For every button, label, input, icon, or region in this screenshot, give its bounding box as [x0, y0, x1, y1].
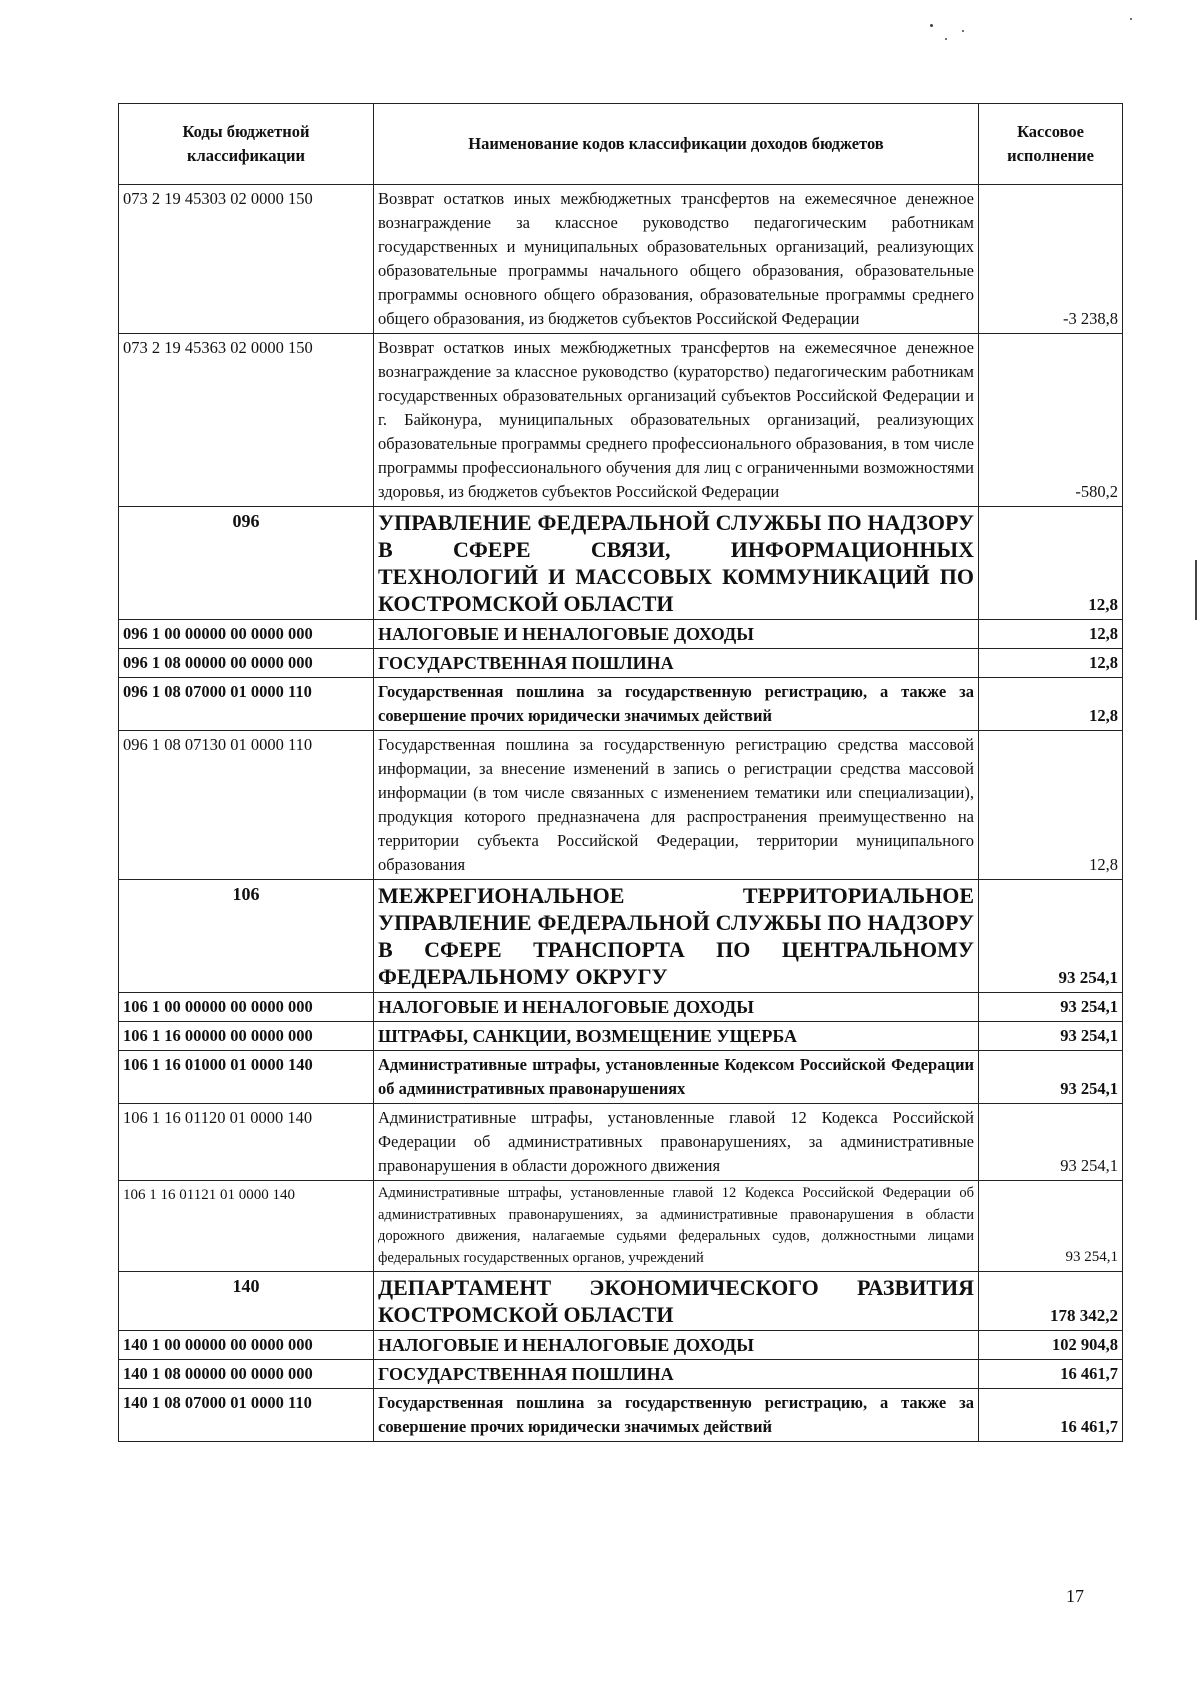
row-value: 12,8: [979, 731, 1123, 880]
subgroup-row: [119, 678, 1123, 731]
row-name: Государственная пошлина за государственную регистрацию, а также за совершение прочих юридически значимых действий: [374, 678, 979, 731]
agency-name: ДЕПАРТАМЕНТ ЭКОНОМИЧЕСКОГО РАЗВИТИЯ КОСТРОМСКОЙ ОБЛАСТИ: [374, 1272, 979, 1331]
row-code: 140 1 08 07000 01 0000 110: [119, 1389, 374, 1442]
row-value: 93 254,1: [979, 1022, 1123, 1051]
group-row: [119, 1360, 1123, 1389]
row-name: ГОСУДАРСТВЕННАЯ ПОШЛИНА: [374, 1360, 979, 1389]
header-codes: Коды бюджетной классификации: [119, 104, 374, 185]
budget-revenue-table: [118, 103, 1123, 1442]
row-value: -3 238,8: [979, 185, 1123, 334]
row-value: 93 254,1: [979, 993, 1123, 1022]
group-row: [119, 993, 1123, 1022]
row-code: 096 1 08 07130 01 0000 110: [119, 731, 374, 880]
row-name: НАЛОГОВЫЕ И НЕНАЛОГОВЫЕ ДОХОДЫ: [374, 1331, 979, 1360]
table-row: [119, 334, 1123, 507]
group-row: [119, 649, 1123, 678]
row-name: НАЛОГОВЫЕ И НЕНАЛОГОВЫЕ ДОХОДЫ: [374, 993, 979, 1022]
header-execution: Кассовое исполнение: [979, 104, 1123, 185]
row-value: 12,8: [979, 649, 1123, 678]
row-value: 12,8: [979, 678, 1123, 731]
row-code: 096 1 08 00000 00 0000 000: [119, 649, 374, 678]
group-row: [119, 620, 1123, 649]
group-row: [119, 1331, 1123, 1360]
scan-speck: [930, 24, 933, 27]
row-value: 16 461,7: [979, 1389, 1123, 1442]
agency-value: 12,8: [979, 507, 1123, 620]
row-value: -580,2: [979, 334, 1123, 507]
table-row: [119, 185, 1123, 334]
agency-code: 140: [119, 1272, 374, 1331]
row-value: 93 254,1: [979, 1104, 1123, 1181]
row-name: Возврат остатков иных межбюджетных трансфертов на ежемесячное денежное вознаграждение за классное руководство педагогическим работникам государственных и муниципальных образовательных организаций, реализующих образовательные программы начального общего образования, образовательные программы основного общего образования, образовательные программы среднего общего образования, из бюджетов субъектов Российской Федерации: [374, 185, 979, 334]
agency-row: [119, 880, 1123, 993]
row-value: 93 254,1: [979, 1181, 1123, 1272]
subgroup-row: [119, 1389, 1123, 1442]
row-name: Государственная пошлина за государственную регистрацию, а также за совершение прочих юридически значимых действий: [374, 1389, 979, 1442]
scan-speck: [1130, 18, 1132, 20]
row-name: Административные штрафы, установленные главой 12 Кодекса Российской Федерации об административных правонарушениях, за административные правонарушения в области дорожного движения, налагаемые судьями федеральных судов, должностными лицами федеральных государственных органов, учреждений: [374, 1181, 979, 1272]
scan-speck: [1195, 560, 1197, 620]
agency-name: УПРАВЛЕНИЕ ФЕДЕРАЛЬНОЙ СЛУЖБЫ ПО НАДЗОРУ В СФЕРЕ СВЯЗИ, ИНФОРМАЦИОННЫХ ТЕХНОЛОГИЙ И МАССОВЫХ КОММУНИКАЦИЙ ПО КОСТРОМСКОЙ ОБЛАСТИ: [374, 507, 979, 620]
row-code: 106 1 16 01000 01 0000 140: [119, 1051, 374, 1104]
table-header-row: [119, 104, 1123, 185]
row-code: 106 1 16 01120 01 0000 140: [119, 1104, 374, 1181]
table-row: [119, 1181, 1123, 1272]
row-code: 106 1 16 01121 01 0000 140: [119, 1181, 374, 1272]
agency-row: [119, 1272, 1123, 1331]
scan-speck: [962, 30, 964, 32]
page-number: 17: [1066, 1586, 1084, 1606]
scan-speck: [945, 38, 947, 40]
row-name: ШТРАФЫ, САНКЦИИ, ВОЗМЕЩЕНИЕ УЩЕРБА: [374, 1022, 979, 1051]
agency-row: [119, 507, 1123, 620]
row-name: НАЛОГОВЫЕ И НЕНАЛОГОВЫЕ ДОХОДЫ: [374, 620, 979, 649]
agency-value: 178 342,2: [979, 1272, 1123, 1331]
row-code: 096 1 00 00000 00 0000 000: [119, 620, 374, 649]
row-code: 073 2 19 45363 02 0000 150: [119, 334, 374, 507]
table-row: [119, 731, 1123, 880]
row-code: 106 1 16 00000 00 0000 000: [119, 1022, 374, 1051]
agency-name: МЕЖРЕГИОНАЛЬНОЕ ТЕРРИТОРИАЛЬНОЕ УПРАВЛЕНИЕ ФЕДЕРАЛЬНОЙ СЛУЖБЫ ПО НАДЗОРУ В СФЕРЕ ТРАНСПОРТА ПО ЦЕНТРАЛЬНОМУ ФЕДЕРАЛЬНОМУ ОКРУГУ: [374, 880, 979, 993]
row-name: Административные штрафы, установленные Кодексом Российской Федерации об административных правонарушениях: [374, 1051, 979, 1104]
agency-value: 93 254,1: [979, 880, 1123, 993]
header-name: Наименование кодов классификации доходов бюджетов: [374, 104, 979, 185]
row-code: 140 1 08 00000 00 0000 000: [119, 1360, 374, 1389]
row-name: Административные штрафы, установленные главой 12 Кодекса Российской Федерации об административных правонарушениях, за административные правонарушения в области дорожного движения: [374, 1104, 979, 1181]
row-code: 106 1 00 00000 00 0000 000: [119, 993, 374, 1022]
agency-code: 106: [119, 880, 374, 993]
agency-code: 096: [119, 507, 374, 620]
row-value: 12,8: [979, 620, 1123, 649]
row-value: 93 254,1: [979, 1051, 1123, 1104]
row-name: Государственная пошлина за государственную регистрацию средства массовой информации, за внесение изменений в запись о регистрации средства массовой информации (в том числе связанных с изменением тематики или специализации), продукция которого предназначена для распространения преимущественно на территории субъекта Российской Федерации, территории муниципального образования: [374, 731, 979, 880]
group-row: [119, 1022, 1123, 1051]
row-value: 16 461,7: [979, 1360, 1123, 1389]
row-code: 096 1 08 07000 01 0000 110: [119, 678, 374, 731]
row-name: Возврат остатков иных межбюджетных трансфертов на ежемесячное денежное вознаграждение за классное руководство (кураторство) педагогическим работникам государственных образовательных организаций субъектов Российской Федерации и г. Байконура, муниципальных образовательных организаций, реализующих образовательные программы среднего профессионального образования, в том числе программы профессионального обучения для лиц с ограниченными возможностями здоровья, из бюджетов субъектов Российской Федерации: [374, 334, 979, 507]
row-name: ГОСУДАРСТВЕННАЯ ПОШЛИНА: [374, 649, 979, 678]
row-code: 073 2 19 45303 02 0000 150: [119, 185, 374, 334]
row-value: 102 904,8: [979, 1331, 1123, 1360]
row-code: 140 1 00 00000 00 0000 000: [119, 1331, 374, 1360]
subgroup-row: [119, 1051, 1123, 1104]
table-row: [119, 1104, 1123, 1181]
